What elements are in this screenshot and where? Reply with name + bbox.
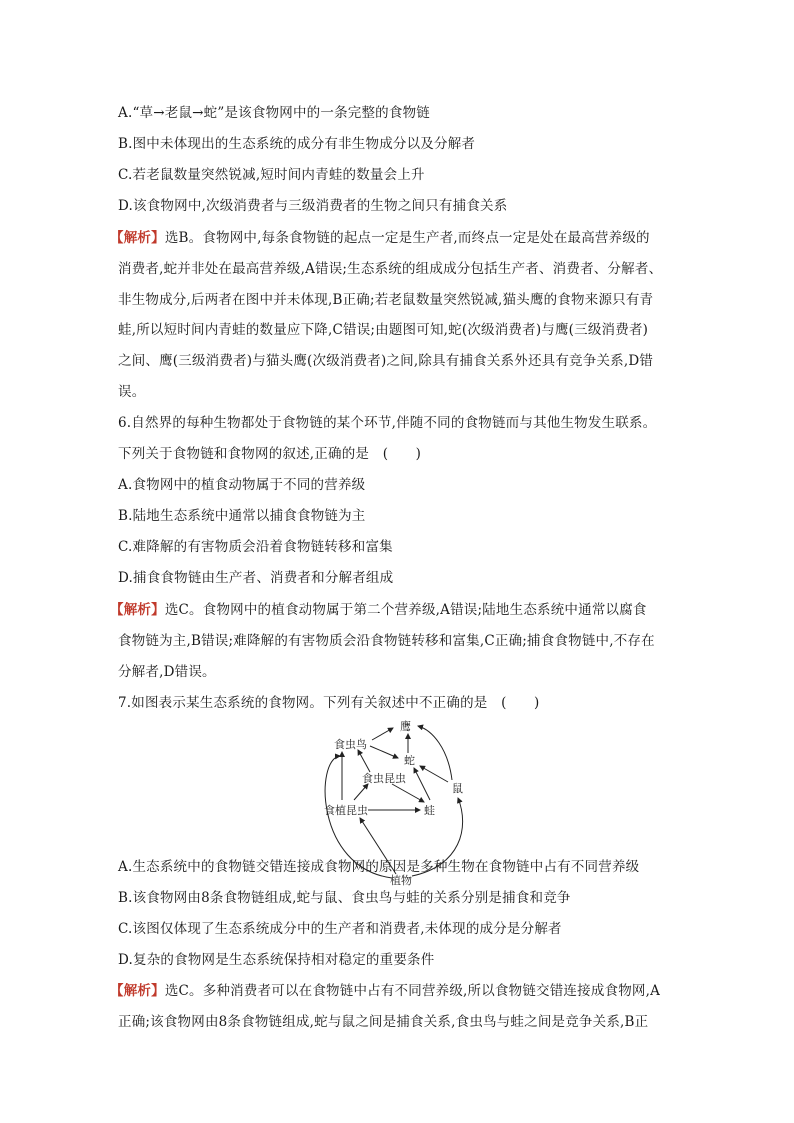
q6-stem-line-1: 6.自然界的每种生物都处于食物链的某个环节,伴随不同的食物链而与其他生物发生联系。 bbox=[118, 415, 657, 431]
node-frog: 蛙 bbox=[424, 804, 435, 817]
q6-stem-line-2: 下列关于食物链和食物网的叙述,正确的是 ( ) bbox=[118, 446, 422, 462]
node-eagle: 鹰 bbox=[400, 720, 411, 733]
q5-option-c: C.若老鼠数量突然锐减,短时间内青蛙的数量会上升 bbox=[118, 167, 425, 183]
analysis-tag: 【解析】 bbox=[110, 602, 165, 618]
q7-analysis-line-2: 正确;该食物网由8条食物链组成,蛇与鼠之间是捕食关系,食虫鸟与蛙之间是竞争关系,B正 bbox=[118, 1014, 649, 1030]
arrow-mouse-eagle bbox=[418, 726, 452, 780]
q6-option-b: B.陆地生态系统中通常以捕食食物链为主 bbox=[118, 508, 366, 524]
q6-option-a: A.食物网中的植食动物属于不同的营养级 bbox=[118, 477, 366, 493]
analysis-tag: 【解析】 bbox=[110, 983, 165, 999]
arrow-herbinsect-insect bbox=[354, 784, 368, 800]
q5-analysis-line-1: 【解析】选B。食物网中,每条食物链的起点一定是生产者,而终点一定是处在最高营养级的 bbox=[110, 230, 650, 246]
q5-option-a: A.“草→老鼠→蛇”是该食物网中的一条完整的食物链 bbox=[118, 105, 430, 121]
arrow-mouse-snake bbox=[420, 766, 448, 782]
q6-option-c: C.难降解的有害物质会沿着食物链转移和富集 bbox=[118, 539, 393, 555]
q7-option-c: C.该图仅体现了生态系统成分中的生产者和消费者,未体现的成分是分解者 bbox=[118, 921, 562, 937]
arrow-insect-frog bbox=[392, 784, 424, 802]
analysis-tag: 【解析】 bbox=[110, 230, 165, 246]
q5-analysis-line-6: 误。 bbox=[118, 384, 146, 400]
node-herbivorous-insect: 食植昆虫 bbox=[324, 804, 368, 817]
arrow-insect-bird bbox=[358, 750, 370, 772]
q6-analysis-line-2: 食物链为主,B错误;难降解的有害物质会沿食物链转移和富集,C正确;捕食食物链中,不存在 bbox=[118, 633, 655, 649]
q5-analysis-line-5: 之间、鹰(三级消费者)与猫头鹰(次级消费者)之间,除具有捕食关系外还具有竞争关系,D错 bbox=[118, 353, 654, 369]
q7-option-b: B.该食物网由8条食物链组成,蛇与鼠、食虫鸟与蛙的关系分别是捕食和竞争 bbox=[118, 890, 571, 906]
q5-analysis-line-3: 非生物成分,后两者在图中并未体现,B正确;若老鼠数量突然锐减,猫头鹰的食物来源只有青 bbox=[118, 292, 654, 308]
q7-stem: 7.如图表示某生态系统的食物网。下列有关叙述中不正确的是 ( ) bbox=[118, 695, 540, 711]
node-snake: 蛇 bbox=[404, 754, 415, 767]
q7-option-d: D.复杂的食物网是生态系统保持相对稳定的重要条件 bbox=[118, 952, 435, 968]
node-plant: 植物 bbox=[390, 874, 412, 887]
q6-option-d: D.捕食食物链由生产者、消费者和分解者组成 bbox=[118, 570, 394, 586]
q5-option-d: D.该食物网中,次级消费者与三级消费者的生物之间只有捕食关系 bbox=[118, 198, 508, 214]
node-insectivorous-insect: 食虫昆虫 bbox=[362, 772, 406, 785]
q7-analysis-line-1: 【解析】选C。多种消费者可以在食物链中占有不同营养级,所以食物链交错连接成食物网,A bbox=[110, 983, 661, 999]
node-mouse: 鼠 bbox=[452, 782, 463, 795]
node-insectivorous-bird: 食虫鸟 bbox=[334, 738, 367, 751]
q5-option-b: B.图中未体现出的生态系统的成分有非生物成分以及分解者 bbox=[118, 136, 476, 152]
arrow-frog-snake bbox=[414, 768, 430, 800]
q7-option-a: A.生态系统中的食物链交错连接成食物网的原因是多种生物在食物链中占有不同营养级 bbox=[118, 859, 640, 875]
arrow-bird-eagle bbox=[372, 728, 393, 740]
q6-analysis-line-3: 分解者,D错误。 bbox=[118, 664, 216, 680]
q5-analysis-line-2: 消费者,蛇并非处在最高营养级,A错误;生态系统的组成成分包括生产者、消费者、分解者、 bbox=[118, 261, 663, 277]
q6-analysis-line-1: 【解析】选C。食物网中的植食动物属于第二个营养级,A错误;陆地生态系统中通常以腐食 bbox=[110, 602, 647, 618]
arrow-bird-snake bbox=[370, 746, 398, 758]
q5-analysis-line-4: 蛙,所以短时间内青蛙的数量应下降,C错误;由题图可知,蛇(次级消费者)与鹰(三级消费者) bbox=[118, 322, 649, 338]
